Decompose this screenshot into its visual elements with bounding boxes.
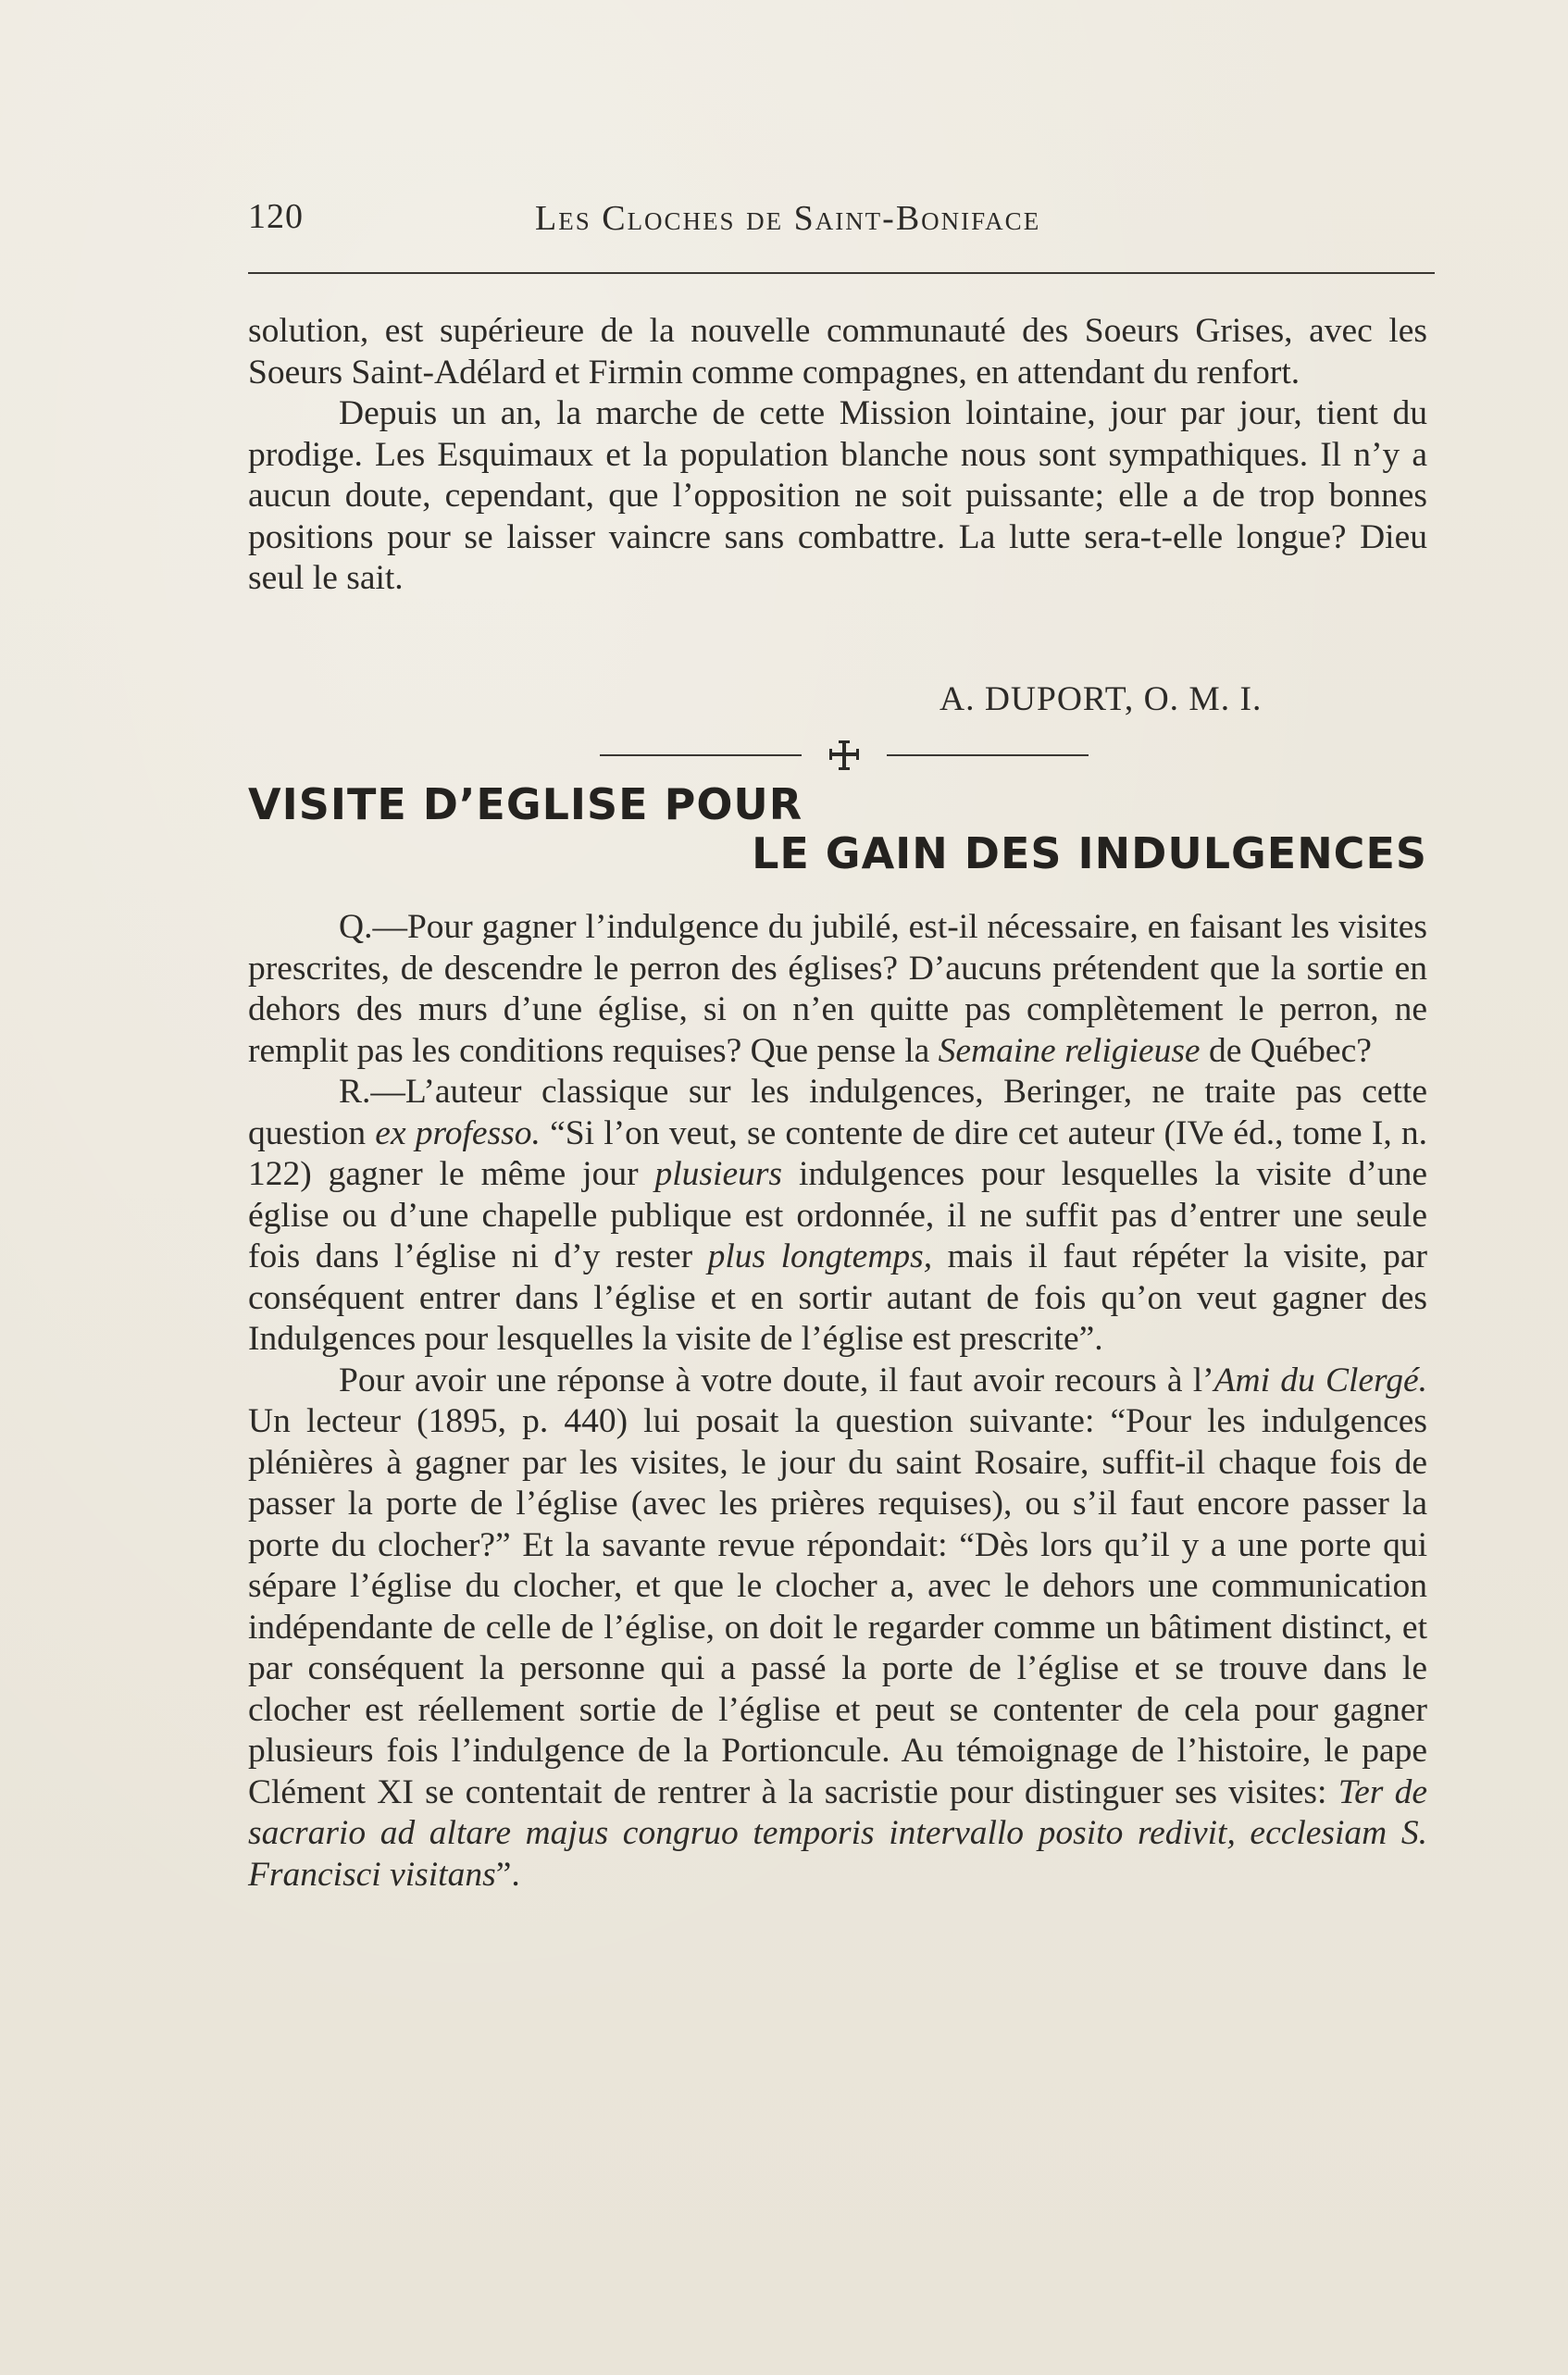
answer-paragraph: R.—L’auteur classique sur les indulgences, Beringer, ne traite pas cette question ex professo. “Si l’on veut, se contente de dire cet auteur (IVe éd., tome I, n. 122) gagner le même jour plusieurs indulgences pour lesquelles la visite d’une église ou d’une chapelle publique est ordonnée, il ne suffit pas d’entrer une seule fois dans l’église ni d’y rester plus longtemps, mais il faut répéter la visite, par conséquent entrer dans l’église et en sortir autant de fois qu’on veut gagner des Indulgences pour lesquelles la visite de l’église est prescrite”. (248, 1073, 1428, 1358)
section-divider (600, 739, 1089, 772)
previous-article-ending (248, 311, 1427, 600)
author-signature: A. DUPORT, O. M. I. (940, 680, 1263, 718)
header-rule (248, 272, 1435, 274)
paragraph: Depuis un an, la marche de cette Mission lointaine, jour par jour, tient du prodige. Les Esquimaux et la population blanche nous sont sympathiques. Il n’y a aucun doute, cependant, que l’opposition ne soit puissante; elle a de trop bonnes positions pour se laisser vaincre sans combattre. La lutte sera-t-elle longue? Dieu seul le sait. (248, 394, 1427, 597)
article-title-line-2: LE GAIN DES INDULGENCES (752, 828, 1427, 878)
italic-phrase: plusieurs (654, 1155, 783, 1193)
cross-icon (826, 739, 863, 772)
divider-line (600, 754, 802, 756)
latin-quotation: Ter de sacrario ad altare majus congruo temporis intervallo posito redivit, ecclesiam S. Francisci visitans (248, 1772, 1428, 1894)
article-title-line-1: VISITE D’EGLISE POUR (248, 779, 803, 829)
running-head: Les Cloches de Saint-Boniface (535, 199, 1041, 238)
reference-paragraph: Pour avoir une réponse à votre doute, il faut avoir recours à l’Ami du Clergé. Un lecteur (1895, p. 440) lui posait la question suivante: “Pour les indulgences plénières à gagner par les visites, le jour du saint Rosaire, suffit-il chaque fois de passer la porte de l’église (avec les prières requises), ou s’il faut encore passer la porte du clocher?” Et la savante revue répondait: “Dès lors qu’il y a une porte qui sépare l’église du clocher, et que le clocher a, avec le dehors une communication indépendante de celle de l’église, on doit le regarder comme un bâtiment distinct, et par conséquent la personne qui a passé la porte de l’église et se trouve dans le clocher est réellement sortie de l’église et peut se contenter de cela pour gagner plusieurs fois l’indulgence de la Portioncule. Au témoignage de l’histoire, le pape Clément XI se contentait de rentrer à la sacristie pour distinguer ses visites: Ter de sacrario ad altare majus congruo temporis intervallo posito redivit, ecclesiam S. Francisci visitans”. (248, 1361, 1428, 1894)
question-paragraph: Q.—Pour gagner l’indulgence du jubilé, est-il nécessaire, en faisant les visites prescrites, de descendre le perron des églises? D’aucuns prétendent que la sortie en dehors des murs d’une église, si on n’en quitte pas complètement le perron, ne remplit pas les conditions requises? Que pense la Semaine religieuse de Québec? (248, 908, 1427, 1070)
page-header (248, 196, 1433, 252)
article-body (248, 907, 1427, 1896)
italic-title: Ami du Clergé. (1213, 1361, 1428, 1399)
italic-phrase: ex professo. (375, 1113, 541, 1152)
italic-title: Semaine religieuse (938, 1031, 1201, 1070)
divider-line (887, 754, 1089, 756)
paragraph: solution, est supérieure de la nouvelle communauté des Soeurs Grises, avec les Soeurs Saint-Adélard et Firmin comme compagnes, en attendant du renfort. (248, 312, 1427, 392)
page-number: 120 (248, 197, 304, 236)
italic-phrase: plus longtemps, (707, 1237, 933, 1275)
